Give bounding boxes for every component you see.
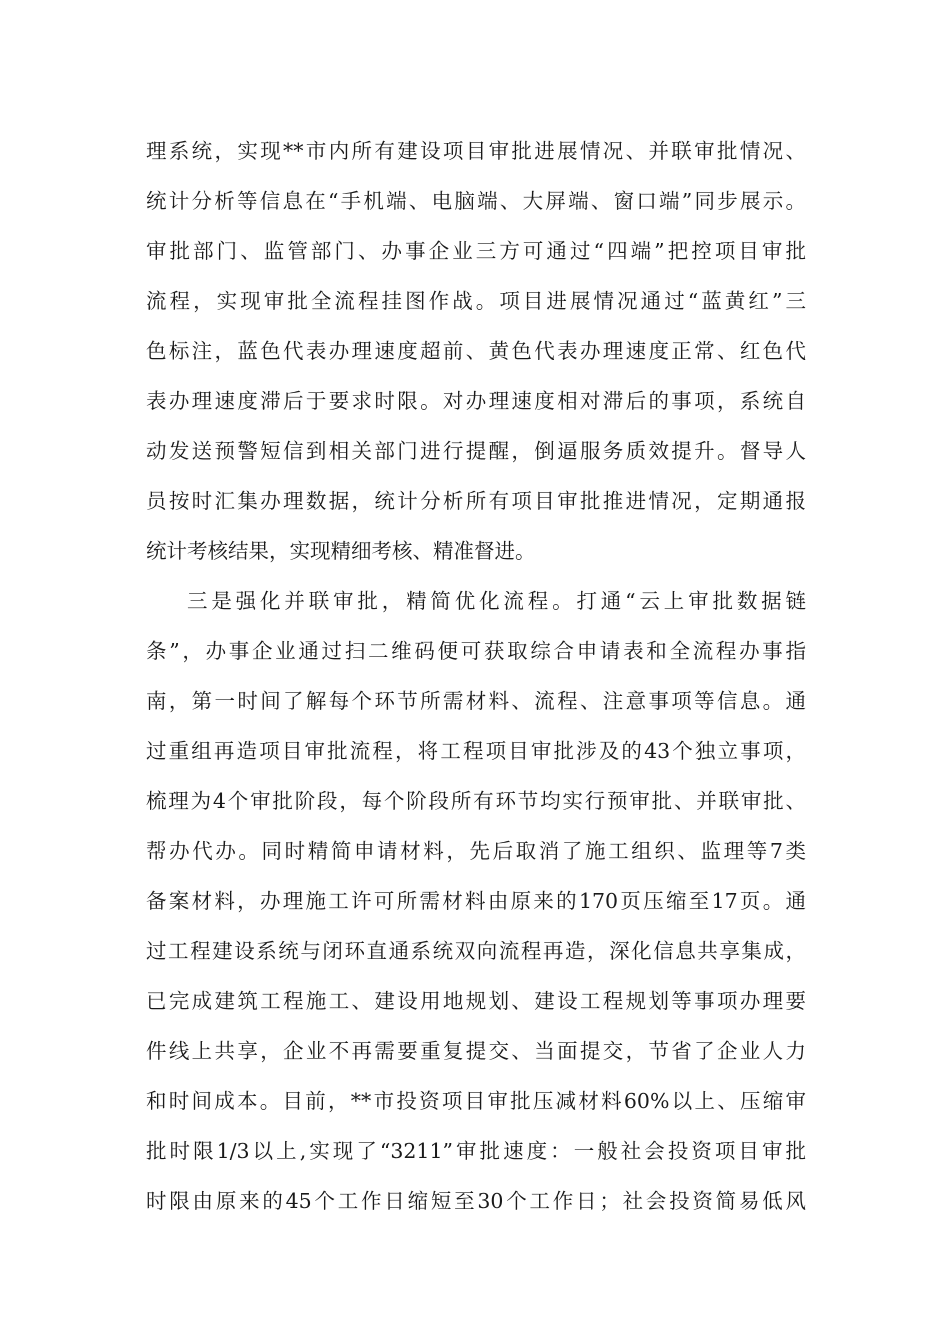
paragraph-start-line: 三是强化并联审批，精简优化流程。打通“云上审批数据链 [187,589,806,613]
text-line: 梳理为4个审批阶段，每个阶段所有环节均实行预审批、并联审批、 [146,789,806,813]
text-line: 流程，实现审批全流程挂图作战。项目进展情况通过“蓝黄红”三 [146,289,806,313]
text-line: 统计考核结果，实现精细考核、精准督进。 [146,539,536,563]
text-line: 审批部门、监管部门、办事企业三方可通过“四端”把控项目审批 [146,239,806,263]
text-line: 条”，办事企业通过扫二维码便可获取综合申请表和全流程办事指 [146,639,806,663]
text-line: 过重组再造项目审批流程，将工程项目审批涉及的43个独立事项， [146,739,806,763]
text-line: 件线上共享，企业不再需要重复提交、当面提交，节省了企业人力 [146,1039,806,1063]
text-line: 统计分析等信息在“手机端、电脑端、大屏端、窗口端”同步展示。 [146,189,806,213]
text-line: 理系统，实现**市内所有建设项目审批进展情况、并联审批情况、 [146,139,806,163]
text-line: 色标注，蓝色代表办理速度超前、黄色代表办理速度正常、红色代 [146,339,806,363]
text-line: 表办理速度滞后于要求时限。对办理速度相对滞后的事项，系统自 [146,389,806,413]
text-line: 过工程建设系统与闭环直通系统双向流程再造，深化信息共享集成， [146,939,806,963]
text-line: 员按时汇集办理数据，统计分析所有项目审批推进情况，定期通报 [146,489,806,513]
text-line: 批时限1/3以上,实现了“3211”审批速度：一般社会投资项目审批 [146,1139,806,1163]
text-line: 时限由原来的45个工作日缩短至30个工作日；社会投资简易低风 [146,1189,806,1213]
text-line: 帮办代办。同时精简申请材料，先后取消了施工组织、监理等7类 [146,839,806,863]
text-line: 和时间成本。目前，**市投资项目审批压减材料60%以上、压缩审 [146,1089,806,1113]
text-line: 备案材料，办理施工许可所需材料由原来的170页压缩至17页。通 [146,889,806,913]
text-line: 南，第一时间了解每个环节所需材料、流程、注意事项等信息。通 [146,689,806,713]
text-line: 已完成建筑工程施工、建设用地规划、建设工程规划等事项办理要 [146,989,806,1013]
text-line: 动发送预警短信到相关部门进行提醒，倒逼服务质效提升。督导人 [146,439,806,463]
